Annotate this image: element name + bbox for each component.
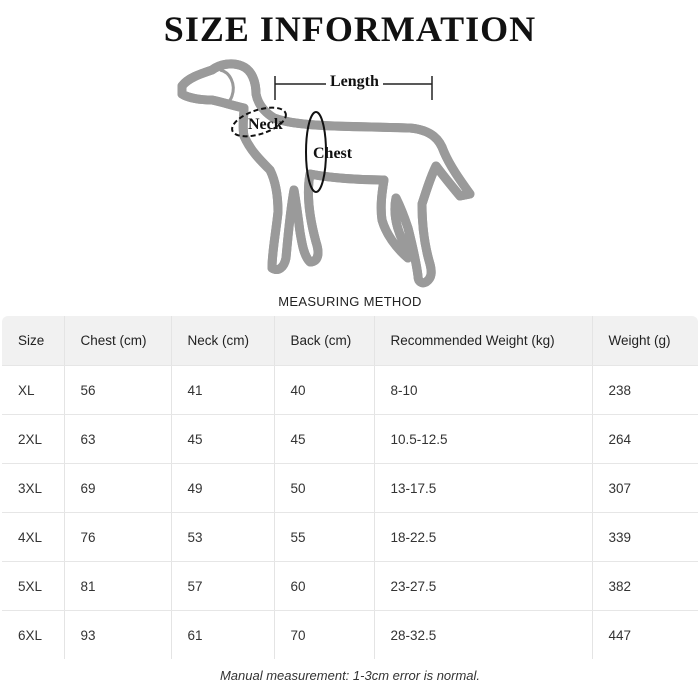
cell-recommended-weight: 8-10 — [374, 366, 592, 415]
measurement-note: Manual measurement: 1-3cm error is normal. — [219, 668, 481, 683]
cell-chest: 63 — [64, 415, 171, 464]
cell-neck: 53 — [171, 513, 274, 562]
header-neck: Neck (cm) — [171, 316, 274, 366]
cell-weight: 382 — [592, 562, 698, 611]
header-size: Size — [2, 316, 64, 366]
cell-neck: 49 — [171, 464, 274, 513]
cell-back: 60 — [274, 562, 374, 611]
chest-label: Chest — [313, 145, 353, 162]
header-back: Back (cm) — [274, 316, 374, 366]
cell-chest: 93 — [64, 611, 171, 660]
table-header-row — [2, 316, 698, 366]
cell-back: 70 — [274, 611, 374, 660]
cell-recommended-weight: 18-22.5 — [374, 513, 592, 562]
table-row — [2, 415, 698, 464]
size-table — [2, 316, 698, 659]
measuring-diagram — [160, 56, 490, 292]
cell-weight: 339 — [592, 513, 698, 562]
cell-back: 50 — [274, 464, 374, 513]
cell-back: 40 — [274, 366, 374, 415]
cell-chest: 81 — [64, 562, 171, 611]
table-row — [2, 366, 698, 415]
cell-weight: 264 — [592, 415, 698, 464]
dog-outline-icon — [160, 56, 490, 292]
header-weight: Weight (g) — [592, 316, 698, 366]
cell-chest: 69 — [64, 464, 171, 513]
cell-size: 3XL — [2, 464, 64, 513]
cell-chest: 76 — [64, 513, 171, 562]
cell-chest: 56 — [64, 366, 171, 415]
cell-size: 4XL — [2, 513, 64, 562]
cell-size: 6XL — [2, 611, 64, 660]
cell-recommended-weight: 13-17.5 — [374, 464, 592, 513]
cell-neck: 57 — [171, 562, 274, 611]
cell-neck: 45 — [171, 415, 274, 464]
table-row — [2, 513, 698, 562]
table-row — [2, 611, 698, 660]
table-row — [2, 464, 698, 513]
header-chest: Chest (cm) — [64, 316, 171, 366]
cell-size: XL — [2, 366, 64, 415]
size-table-container — [2, 316, 698, 660]
measuring-method-caption: MEASURING METHOD — [278, 294, 422, 309]
cell-neck: 41 — [171, 366, 274, 415]
page-title: SIZE INFORMATION — [163, 9, 537, 49]
cell-recommended-weight: 10.5-12.5 — [374, 415, 592, 464]
cell-size: 2XL — [2, 415, 64, 464]
table-row — [2, 562, 698, 611]
cell-back: 45 — [274, 415, 374, 464]
cell-recommended-weight: 23-27.5 — [374, 562, 592, 611]
length-label: Length — [326, 73, 383, 91]
cell-neck: 61 — [171, 611, 274, 660]
header-recommended-weight: Recommended Weight (kg) — [374, 316, 592, 366]
cell-back: 55 — [274, 513, 374, 562]
cell-weight: 238 — [592, 366, 698, 415]
neck-label: Neck — [248, 116, 283, 133]
cell-weight: 447 — [608, 627, 632, 643]
cell-recommended-weight: 28-32.5 — [374, 611, 592, 660]
cell-size: 5XL — [2, 562, 64, 611]
cell-weight: 307 — [592, 464, 698, 513]
